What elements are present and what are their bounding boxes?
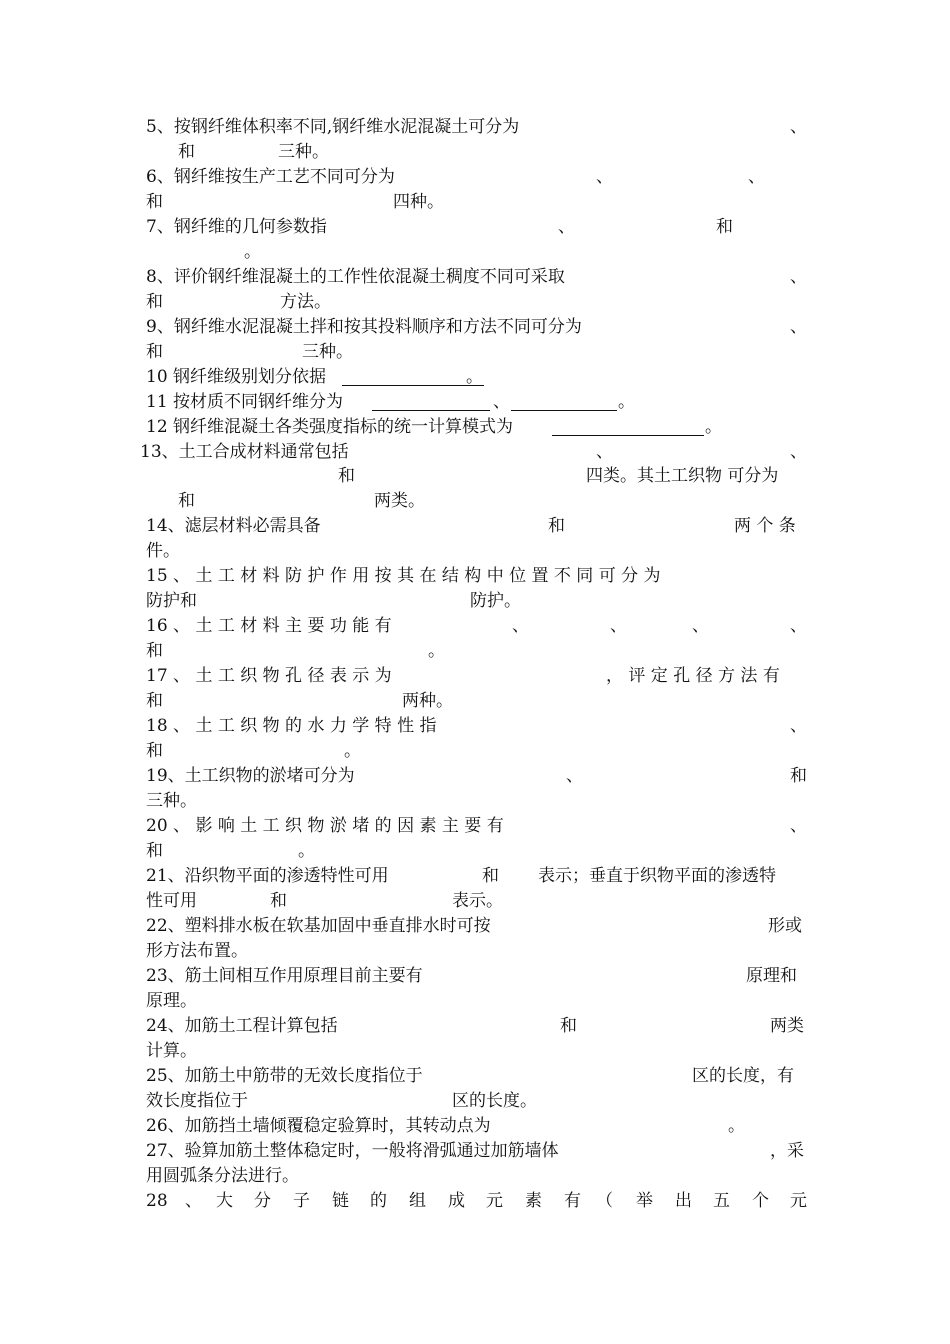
- question-11-sep: 、: [493, 392, 510, 412]
- question-13-and-2: 和: [178, 491, 195, 511]
- question-7-text: 7、钢纤维的几何参数指: [146, 217, 327, 237]
- question-18-text: 18 、 土 工 织 物 的 水 力 学 特 性 指: [146, 716, 437, 736]
- question-9-and: 和: [146, 342, 163, 362]
- question-9-text: 9、钢纤维水泥混凝土拌和按其投料顺序和方法不同可分为: [146, 317, 582, 337]
- question-11-blank-1: [372, 410, 490, 411]
- question-16-sep3: 、: [692, 616, 709, 636]
- question-28-char: 五: [713, 1191, 730, 1211]
- question-5-end: 三种。: [278, 142, 329, 162]
- question-24-cont: 两类: [770, 1016, 804, 1036]
- question-10-end: 。: [466, 367, 483, 387]
- question-11-end: 。: [618, 392, 635, 412]
- question-16-and: 和: [146, 641, 163, 661]
- question-27-end: 用圆弧条分法进行。: [146, 1166, 299, 1186]
- question-8-end: 方法。: [280, 292, 331, 312]
- question-20-end: 。: [298, 841, 315, 861]
- question-5-and: 和: [178, 142, 195, 162]
- question-21-cont-2: 性可用: [146, 891, 197, 911]
- question-11-text: 11 按材质不同钢纤维分为: [146, 392, 344, 412]
- question-28-char: 有: [564, 1191, 581, 1211]
- question-13-cont: 四类。其土工织物 可分为: [586, 466, 779, 486]
- question-14-end: 件。: [146, 541, 180, 561]
- question-28-char: 出: [675, 1191, 692, 1211]
- question-16-sep1: 、: [512, 616, 529, 636]
- question-17-cont: ， 评 定 孔 径 方 法 有: [606, 666, 780, 686]
- question-20-sep: 、: [790, 816, 807, 836]
- question-13-sep1: 、: [596, 442, 613, 462]
- question-26-text: 26、加筋挡土墙倾覆稳定验算时，其转动点为: [146, 1116, 491, 1136]
- question-15-text: 15 、 土 工 材 料 防 护 作 用 按 其 在 结 构 中 位 置 不 同 可 分 为: [146, 566, 661, 586]
- question-15-cont: 防护和: [146, 591, 197, 611]
- question-21-and-2: 和: [270, 891, 287, 911]
- question-28-num: 28: [146, 1191, 168, 1211]
- question-28-char: 、: [185, 1191, 202, 1211]
- question-16-end: 。: [428, 641, 445, 661]
- question-25-cont: 区的长度，有: [692, 1066, 794, 1086]
- question-28-char: 分: [254, 1191, 271, 1211]
- question-21-and: 和: [482, 866, 499, 886]
- question-16-text: 16 、 土 工 材 料 主 要 功 能 有: [146, 616, 392, 636]
- question-13-end: 两类。: [374, 491, 425, 511]
- question-22-cont: 形或: [768, 916, 802, 936]
- question-9-end: 三种。: [302, 342, 353, 362]
- question-8-sep: 、: [790, 267, 807, 287]
- question-28-char: 链: [332, 1191, 349, 1211]
- question-28-char: 举: [636, 1191, 653, 1211]
- question-12-end: 。: [705, 417, 722, 437]
- question-6-end: 四种。: [393, 192, 444, 212]
- question-25-cont-2: 效长度指位于: [146, 1091, 248, 1111]
- question-13-text: 13、土工合成材料通常包括: [140, 442, 349, 462]
- question-25-end: 区的长度。: [452, 1091, 537, 1111]
- question-6-text: 6、钢纤维按生产工艺不同可分为: [146, 167, 395, 187]
- question-10-blank: [342, 385, 484, 386]
- question-8-and: 和: [146, 292, 163, 312]
- question-21-cont: 表示；垂直于织物平面的渗透特: [538, 866, 776, 886]
- question-7-sep: 、: [558, 217, 575, 237]
- question-12-blank: [552, 435, 704, 436]
- question-28-char: 的: [370, 1191, 387, 1211]
- question-22-end: 形方法布置。: [146, 941, 248, 961]
- question-20-text: 20 、 影 响 土 工 织 物 淤 堵 的 因 素 主 要 有: [146, 816, 504, 836]
- question-18-and: 和: [146, 741, 163, 761]
- question-19-end: 三种。: [146, 791, 197, 811]
- question-28-char: 组: [409, 1191, 426, 1211]
- question-27-cont: ，采: [770, 1141, 804, 1161]
- question-21-text: 21、沿织物平面的渗透特性可用: [146, 866, 389, 886]
- question-18-end: 。: [344, 741, 361, 761]
- question-25-text: 25、加筋土中筋带的无效长度指位于: [146, 1066, 423, 1086]
- question-18-sep: 、: [790, 716, 807, 736]
- question-28-char: 子: [293, 1191, 310, 1211]
- question-11-blank-2: [511, 410, 617, 411]
- question-6-sep1: 、: [596, 167, 613, 187]
- question-12-text: 12 钢纤维混凝土各类强度指标的统一计算模式为: [146, 417, 514, 437]
- question-21-end: 表示。: [452, 891, 503, 911]
- question-19-text: 19、土工织物的淤堵可分为: [146, 766, 355, 786]
- question-15-end: 防护。: [470, 591, 521, 611]
- question-24-end: 计算。: [146, 1041, 197, 1061]
- question-22-text: 22、塑料排水板在软基加固中垂直排水时可按: [146, 916, 491, 936]
- question-13-and: 和: [338, 466, 355, 486]
- question-9-sep: 、: [790, 317, 807, 337]
- question-28-char: 成: [448, 1191, 465, 1211]
- question-17-text: 17 、 土 工 织 物 孔 径 表 示 为: [146, 666, 392, 686]
- question-17-and: 和: [146, 691, 163, 711]
- question-19-and: 和: [790, 766, 807, 786]
- question-28-char: 素: [525, 1191, 542, 1211]
- question-23-text: 23、筋土间相互作用原理目前主要有: [146, 966, 423, 986]
- question-28-char: 大: [216, 1191, 233, 1211]
- question-23-cont: 原理和: [746, 966, 797, 986]
- question-5-text: 5、按钢纤维体积率不同,钢纤维水泥混凝土可分为: [146, 117, 520, 137]
- question-24-text: 24、加筋土工程计算包括: [146, 1016, 338, 1036]
- question-19-sep: 、: [566, 766, 583, 786]
- question-28-char: 元: [486, 1191, 503, 1211]
- question-24-and: 和: [560, 1016, 577, 1036]
- question-14-text: 14、滤层材料必需具备: [146, 516, 321, 536]
- question-28-char: （: [596, 1191, 613, 1211]
- question-6-sep2: 、: [748, 167, 765, 187]
- question-8-text: 8、评价钢纤维混凝土的工作性依混凝土稠度不同可采取: [146, 267, 565, 287]
- question-16-sep2: 、: [610, 616, 627, 636]
- question-13-sep2: 、: [790, 442, 807, 462]
- question-6-and: 和: [146, 192, 163, 212]
- question-28-char: 元: [790, 1191, 807, 1211]
- question-23-end: 原理。: [146, 991, 197, 1011]
- question-26-end: 。: [728, 1116, 745, 1136]
- question-5-sep: 、: [790, 117, 807, 137]
- question-27-text: 27、验算加筋土整体稳定时，一般将滑弧通过加筋墙体: [146, 1141, 559, 1161]
- question-16-sep4: 、: [790, 616, 807, 636]
- question-14-and: 和: [548, 516, 565, 536]
- question-7-and: 和: [716, 217, 733, 237]
- question-10-text: 10 钢纤维级别划分依据: [146, 367, 327, 387]
- question-7-end: 。: [244, 242, 261, 262]
- question-17-end: 两种。: [402, 691, 453, 711]
- question-28-char: 个: [752, 1191, 769, 1211]
- question-14-cont: 两 个 条: [734, 516, 796, 536]
- question-20-and: 和: [146, 841, 163, 861]
